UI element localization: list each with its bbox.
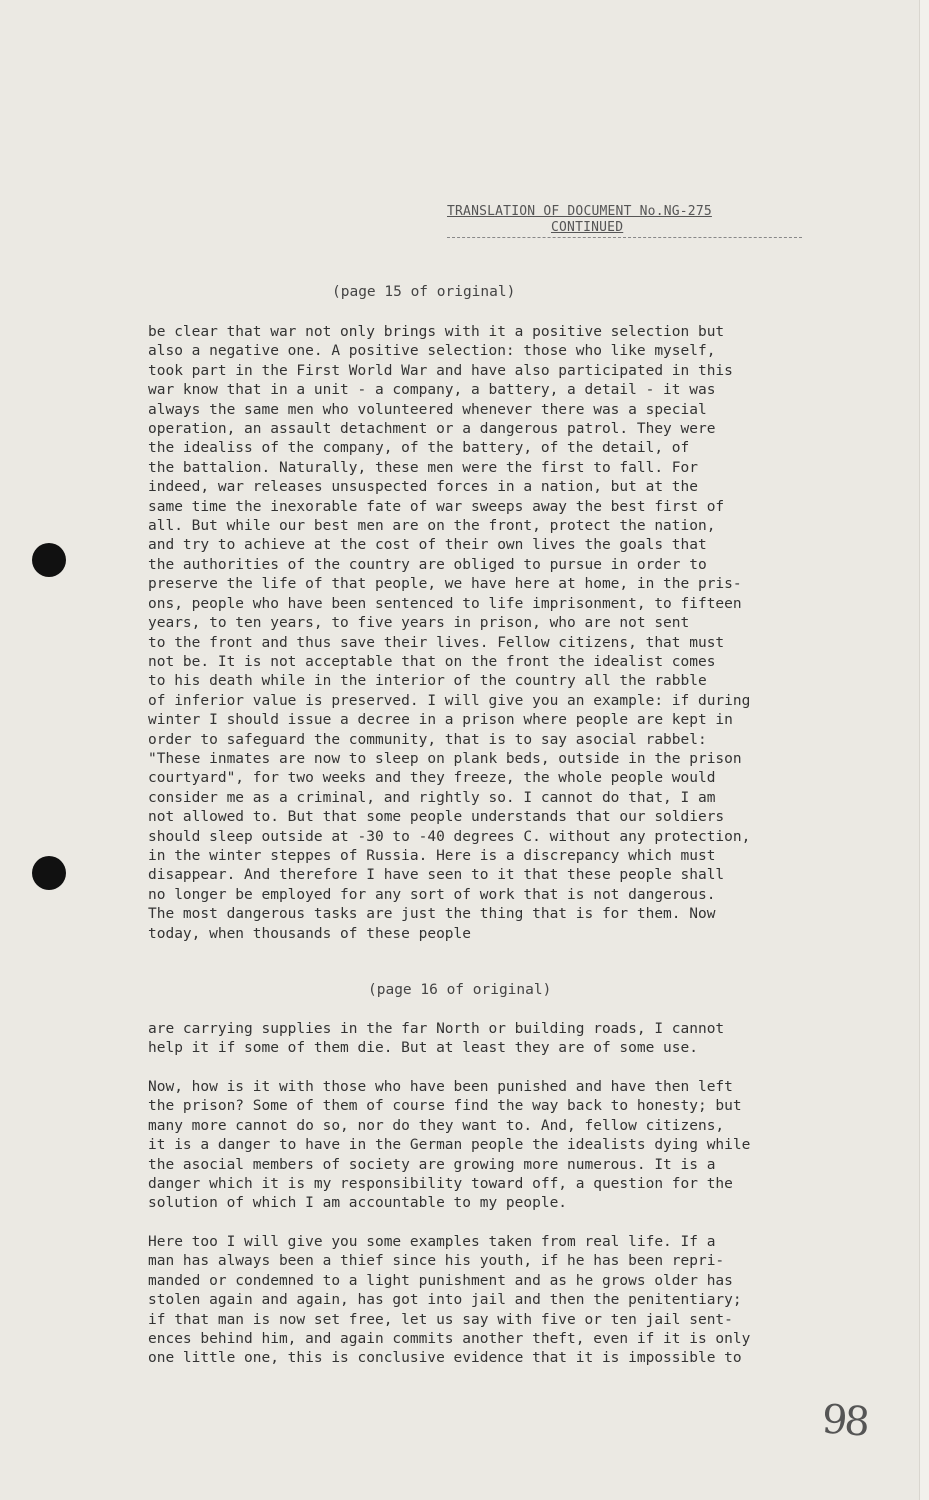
- paragraph-2: are carrying supplies in the far North or building roads, I cannot help it if some of them die. But at least they are of some use.: [148, 1021, 725, 1057]
- punch-hole: [32, 543, 66, 577]
- paragraph-1: be clear that war not only brings with it a positive selection but also a negative one. A positive selection: those who like myself, took part in the First World War and have also participated in this war know that in a unit - a company, a battery, a detail - it was always the same men who volunteered whenever there was a special operation, an assault detachment or a dangerous patrol. They were the idealiss of the company, of the battery, of the detail, of the battalion. Naturally, these men were the first to fall. For indeed, war releases unsuspected forces in a nation, but at the same time the inexorable fate of war sweeps away the best first of all. But while our best men are on the front, protect the nation, and try to achieve at the cost of their own lives the goals that the authorities of the country are obliged to pursue in order to preserve the life of that people, we have here at home, in the pris- ons, people who have been sentenced to life imprisonment, to fifteen years, to ten years, to five years in prison, who are not sent to the front and thus save their lives. Fellow citizens, that must not be. It is not acceptable that on the front the idealist comes to his death while in the interior of the country all the rabble of inferior value is preserved. I will give you an example: if during winter I should issue a decree in a prison where people are kept in order to safeguard the community, that is to say asocial rabbel: "These inmates are now to sleep on plank beds, outside in the prison courtyard", for two weeks and they freeze, the whole people would consider me as a criminal, and rightly so. I cannot do that, I am not allowed to. But that some people understands that our soldiers should sleep outside at -30 to -40 degrees C. without any protection, in the winter steppes of Russia. Here is a discrepancy which must disappear. And therefore I have seen to it that these people shall no longer be employed for any sort of work that is not dangerous. The most dangerous tasks are just the thing that is for them. Now today, when thousands of these people: [148, 324, 751, 942]
- page-marker-16: (page 16 of original): [368, 982, 552, 998]
- header-title: TRANSLATION OF DOCUMENT No.NG-275: [447, 204, 712, 219]
- header-continued: CONTINUED: [551, 220, 624, 235]
- page-edge: [919, 0, 929, 1500]
- document-header: [447, 204, 807, 238]
- page-marker-15: (page 15 of original): [332, 284, 516, 300]
- paragraph-3: Now, how is it with those who have been punished and have then left the prison? Some of them of course find the way back to honesty; but many more cannot do so, nor do they want to. And, fellow citizens, it is a danger to have in the German people the idealists dying while the asocial members of society are growing more numerous. It is a danger which it is my responsibility toward off, a question for the solution of which I am accountable to my people.: [148, 1079, 751, 1212]
- header-rule: [447, 237, 802, 238]
- paragraph-4: Here too I will give you some examples taken from real life. If a man has always been a thief since his youth, if he has been repri- manded or condemned to a light punishment and as he grows older has stolen again and again, has got into jail and then the penitentiary; if that man is now set free, let us say with five or ten jail sent- ences behind him, and again commits another theft, even if it is only one little one, this is conclusive evidence that it is impossible to: [148, 1234, 751, 1367]
- handwritten-page-number: 98: [820, 1396, 869, 1446]
- punch-hole: [32, 856, 66, 890]
